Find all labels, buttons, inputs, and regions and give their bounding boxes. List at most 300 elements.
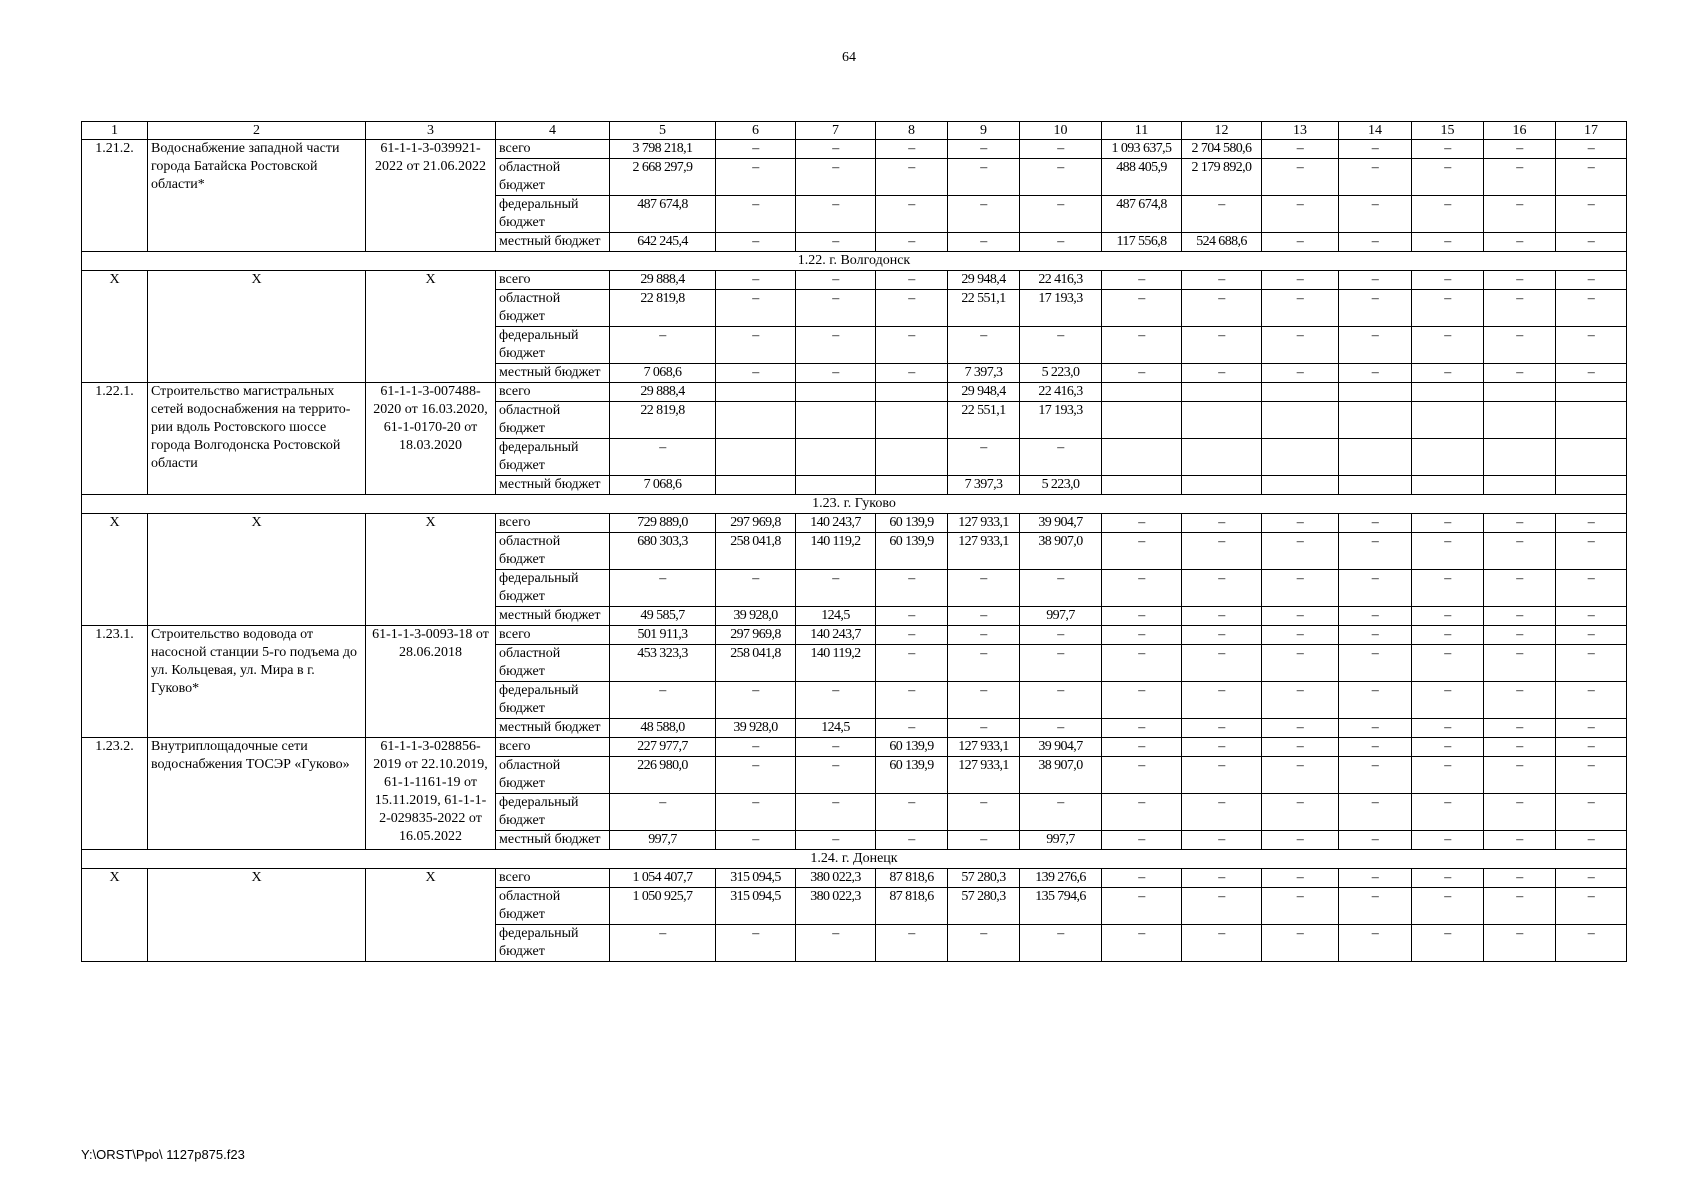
value-cell: – — [1102, 719, 1182, 738]
value-cell: – — [796, 925, 876, 962]
value-cell: – — [948, 925, 1020, 962]
value-cell — [876, 439, 948, 476]
funding-source-label: всего — [496, 738, 610, 757]
value-cell: 297 969,8 — [716, 514, 796, 533]
funding-source-label: областной бюджет — [496, 533, 610, 570]
value-cell: – — [1556, 290, 1627, 327]
value-cell — [796, 402, 876, 439]
value-cell: – — [948, 607, 1020, 626]
funding-source-label: областной бюджет — [496, 402, 610, 439]
value-cell: – — [1556, 925, 1627, 962]
value-cell: – — [948, 439, 1020, 476]
column-header: 14 — [1339, 122, 1412, 140]
value-cell: – — [1484, 831, 1556, 850]
value-cell: – — [1102, 869, 1182, 888]
value-cell: – — [1412, 196, 1484, 233]
value-cell: – — [1339, 140, 1412, 159]
value-cell: 7 397,3 — [948, 476, 1020, 495]
value-cell — [1262, 439, 1339, 476]
value-cell: – — [1020, 925, 1102, 962]
item-name: Х — [148, 869, 366, 962]
value-cell: – — [1262, 570, 1339, 607]
value-cell: 139 276,6 — [1020, 869, 1102, 888]
value-cell: – — [1182, 757, 1262, 794]
value-cell: – — [1484, 233, 1556, 252]
item-number: 1.23.2. — [82, 738, 148, 850]
value-cell: – — [1020, 159, 1102, 196]
value-cell: – — [948, 570, 1020, 607]
column-header: 16 — [1484, 122, 1556, 140]
value-cell: – — [948, 140, 1020, 159]
section-title: 1.24. г. Донецк — [82, 850, 1627, 869]
table-row — [82, 738, 1627, 757]
value-cell: – — [716, 738, 796, 757]
value-cell — [1102, 402, 1182, 439]
value-cell: – — [1339, 514, 1412, 533]
value-cell: – — [876, 140, 948, 159]
column-header: 6 — [716, 122, 796, 140]
value-cell: – — [1020, 719, 1102, 738]
value-cell: – — [1556, 233, 1627, 252]
value-cell: – — [1556, 533, 1627, 570]
value-cell: – — [1262, 159, 1339, 196]
value-cell: 315 094,5 — [716, 888, 796, 925]
value-cell — [1556, 439, 1627, 476]
value-cell: – — [1412, 738, 1484, 757]
value-cell: – — [1102, 626, 1182, 645]
value-cell: – — [1262, 533, 1339, 570]
value-cell: 39 928,0 — [716, 719, 796, 738]
funding-source-label: федеральный бюджет — [496, 327, 610, 364]
value-cell — [1339, 439, 1412, 476]
value-cell — [1262, 476, 1339, 495]
value-cell: 1 054 407,7 — [610, 869, 716, 888]
value-cell: – — [1182, 364, 1262, 383]
header-row — [82, 122, 1627, 140]
value-cell: – — [876, 719, 948, 738]
value-cell: – — [1262, 290, 1339, 327]
value-cell — [716, 439, 796, 476]
value-cell: – — [1102, 888, 1182, 925]
value-cell: 642 245,4 — [610, 233, 716, 252]
value-cell: – — [1556, 570, 1627, 607]
value-cell: – — [1262, 514, 1339, 533]
value-cell: 39 904,7 — [1020, 738, 1102, 757]
funding-source-label: всего — [496, 626, 610, 645]
value-cell: – — [1262, 869, 1339, 888]
value-cell — [1412, 439, 1484, 476]
value-cell: 60 139,9 — [876, 757, 948, 794]
value-cell: – — [1102, 682, 1182, 719]
value-cell: – — [1339, 738, 1412, 757]
value-cell: – — [1412, 925, 1484, 962]
value-cell — [1262, 383, 1339, 402]
value-cell — [876, 402, 948, 439]
value-cell: – — [948, 626, 1020, 645]
funding-source-label: всего — [496, 271, 610, 290]
registration-number: Х — [366, 271, 496, 383]
value-cell: – — [1182, 607, 1262, 626]
value-cell: – — [876, 607, 948, 626]
value-cell: – — [716, 233, 796, 252]
value-cell: – — [1484, 570, 1556, 607]
column-header: 4 — [496, 122, 610, 140]
column-header: 15 — [1412, 122, 1484, 140]
value-cell: – — [796, 196, 876, 233]
value-cell: 17 193,3 — [1020, 402, 1102, 439]
section-row — [82, 850, 1627, 869]
registration-number: Х — [366, 514, 496, 626]
value-cell: – — [610, 682, 716, 719]
value-cell: – — [1262, 888, 1339, 925]
value-cell: – — [716, 271, 796, 290]
value-cell: – — [1102, 925, 1182, 962]
value-cell: – — [1484, 626, 1556, 645]
value-cell: – — [1262, 327, 1339, 364]
value-cell: – — [1339, 271, 1412, 290]
value-cell: 57 280,3 — [948, 888, 1020, 925]
value-cell: – — [1556, 794, 1627, 831]
value-cell: – — [1412, 719, 1484, 738]
value-cell: – — [948, 196, 1020, 233]
value-cell: – — [1339, 159, 1412, 196]
value-cell — [1412, 383, 1484, 402]
value-cell: 124,5 — [796, 607, 876, 626]
value-cell: – — [876, 364, 948, 383]
value-cell: – — [716, 831, 796, 850]
value-cell: – — [948, 682, 1020, 719]
item-number: Х — [82, 514, 148, 626]
value-cell — [1484, 439, 1556, 476]
file-path-footer: Y:\ORST\Ppo\ 1127p875.f23 — [81, 1147, 245, 1162]
value-cell: – — [1339, 757, 1412, 794]
value-cell: – — [1102, 738, 1182, 757]
value-cell: – — [1556, 327, 1627, 364]
value-cell: – — [1339, 626, 1412, 645]
value-cell: – — [716, 925, 796, 962]
value-cell: – — [876, 925, 948, 962]
value-cell: – — [1484, 888, 1556, 925]
value-cell: – — [876, 290, 948, 327]
value-cell: – — [796, 290, 876, 327]
section-row — [82, 495, 1627, 514]
value-cell: 3 798 218,1 — [610, 140, 716, 159]
value-cell: – — [948, 831, 1020, 850]
value-cell: – — [1182, 645, 1262, 682]
value-cell: 22 819,8 — [610, 402, 716, 439]
value-cell: – — [1020, 233, 1102, 252]
registration-number: Х — [366, 869, 496, 962]
value-cell: – — [1339, 196, 1412, 233]
value-cell: – — [796, 794, 876, 831]
value-cell: – — [1484, 271, 1556, 290]
value-cell: – — [1182, 196, 1262, 233]
value-cell: – — [1339, 682, 1412, 719]
value-cell: – — [796, 682, 876, 719]
column-header: 1 — [82, 122, 148, 140]
value-cell: 227 977,7 — [610, 738, 716, 757]
value-cell: – — [1339, 290, 1412, 327]
value-cell: – — [1262, 925, 1339, 962]
value-cell: – — [876, 794, 948, 831]
value-cell: – — [1182, 271, 1262, 290]
value-cell: 453 323,3 — [610, 645, 716, 682]
value-cell: 487 674,8 — [610, 196, 716, 233]
value-cell: – — [1020, 794, 1102, 831]
value-cell: – — [1020, 570, 1102, 607]
value-cell: – — [1484, 869, 1556, 888]
value-cell: – — [1262, 719, 1339, 738]
item-name: Х — [148, 514, 366, 626]
value-cell: – — [1182, 533, 1262, 570]
value-cell: – — [1020, 196, 1102, 233]
value-cell — [876, 383, 948, 402]
value-cell: – — [1484, 794, 1556, 831]
value-cell — [1339, 383, 1412, 402]
value-cell: – — [1262, 757, 1339, 794]
value-cell: – — [1339, 233, 1412, 252]
value-cell: – — [876, 831, 948, 850]
column-header: 17 — [1556, 122, 1627, 140]
value-cell: 140 243,7 — [796, 514, 876, 533]
value-cell: 7 068,6 — [610, 364, 716, 383]
page-number: 64 — [842, 50, 856, 65]
value-cell: – — [1339, 925, 1412, 962]
section-row — [82, 252, 1627, 271]
value-cell — [1412, 402, 1484, 439]
value-cell — [1102, 439, 1182, 476]
value-cell: – — [796, 233, 876, 252]
value-cell: 127 933,1 — [948, 533, 1020, 570]
value-cell: – — [1484, 607, 1556, 626]
item-number: 1.22.1. — [82, 383, 148, 495]
value-cell: – — [1182, 719, 1262, 738]
value-cell: 1 050 925,7 — [610, 888, 716, 925]
value-cell: 140 119,2 — [796, 645, 876, 682]
value-cell: – — [1020, 439, 1102, 476]
value-cell: 22 551,1 — [948, 290, 1020, 327]
value-cell: 22 416,3 — [1020, 383, 1102, 402]
value-cell: – — [1339, 719, 1412, 738]
value-cell: – — [1020, 327, 1102, 364]
value-cell: – — [1484, 757, 1556, 794]
funding-source-label: федеральный бюджет — [496, 196, 610, 233]
value-cell: 297 969,8 — [716, 626, 796, 645]
value-cell: 124,5 — [796, 719, 876, 738]
value-cell: – — [1102, 794, 1182, 831]
value-cell: – — [1102, 570, 1182, 607]
value-cell — [1339, 476, 1412, 495]
value-cell: – — [1412, 159, 1484, 196]
value-cell: – — [1412, 514, 1484, 533]
value-cell: – — [1182, 925, 1262, 962]
value-cell: – — [876, 327, 948, 364]
table-row — [82, 626, 1627, 645]
value-cell: – — [1484, 159, 1556, 196]
value-cell: – — [1262, 233, 1339, 252]
value-cell: 22 551,1 — [948, 402, 1020, 439]
value-cell: – — [610, 327, 716, 364]
value-cell — [796, 439, 876, 476]
funding-source-label: местный бюджет — [496, 831, 610, 850]
registration-number: 61-1-1-3-028856-2019 от 22.10.2019, 61-1-1161-19 от 15.11.2019, 61-1-1-2-029835-2022 от 16.05.2022 — [366, 738, 496, 850]
value-cell — [1182, 439, 1262, 476]
value-cell: – — [1412, 607, 1484, 626]
value-cell: 997,7 — [1020, 607, 1102, 626]
value-cell: – — [1262, 682, 1339, 719]
value-cell: 60 139,9 — [876, 514, 948, 533]
value-cell: 29 948,4 — [948, 383, 1020, 402]
value-cell: – — [1412, 290, 1484, 327]
value-cell: – — [1484, 364, 1556, 383]
value-cell: – — [1556, 888, 1627, 925]
value-cell: 38 907,0 — [1020, 757, 1102, 794]
value-cell: – — [1556, 140, 1627, 159]
value-cell: 140 119,2 — [796, 533, 876, 570]
value-cell: 38 907,0 — [1020, 533, 1102, 570]
value-cell: – — [716, 757, 796, 794]
registration-number: 61-1-1-3-007488-2020 от 16.03.2020, 61-1-0170-20 от 18.03.2020 — [366, 383, 496, 495]
value-cell: – — [1556, 869, 1627, 888]
section-title: 1.22. г. Волгодонск — [82, 252, 1627, 271]
funding-source-label: областной бюджет — [496, 290, 610, 327]
value-cell: 2 179 892,0 — [1182, 159, 1262, 196]
value-cell: – — [1484, 327, 1556, 364]
table-row — [82, 869, 1627, 888]
value-cell: – — [1262, 831, 1339, 850]
funding-source-label: всего — [496, 869, 610, 888]
item-number: 1.21.2. — [82, 140, 148, 252]
value-cell: – — [876, 626, 948, 645]
value-cell — [1556, 402, 1627, 439]
value-cell: 57 280,3 — [948, 869, 1020, 888]
funding-source-label: федеральный бюджет — [496, 682, 610, 719]
value-cell: 729 889,0 — [610, 514, 716, 533]
value-cell: – — [1102, 533, 1182, 570]
value-cell: 127 933,1 — [948, 757, 1020, 794]
value-cell: – — [1412, 570, 1484, 607]
column-header: 2 — [148, 122, 366, 140]
value-cell: – — [1556, 514, 1627, 533]
value-cell — [1182, 402, 1262, 439]
value-cell: – — [876, 196, 948, 233]
value-cell: 7 397,3 — [948, 364, 1020, 383]
value-cell: 39 928,0 — [716, 607, 796, 626]
value-cell: – — [796, 159, 876, 196]
funding-source-label: местный бюджет — [496, 233, 610, 252]
registration-number: 61-1-1-3-039921-2022 от 21.06.2022 — [366, 140, 496, 252]
section-title: 1.23. г. Гуково — [82, 495, 1627, 514]
value-cell: – — [1102, 607, 1182, 626]
value-cell: – — [948, 159, 1020, 196]
column-header: 5 — [610, 122, 716, 140]
value-cell: – — [716, 327, 796, 364]
value-cell: – — [1412, 233, 1484, 252]
column-header: 12 — [1182, 122, 1262, 140]
value-cell — [716, 402, 796, 439]
value-cell: 48 588,0 — [610, 719, 716, 738]
value-cell: – — [1262, 607, 1339, 626]
funding-source-label: местный бюджет — [496, 476, 610, 495]
value-cell: – — [1262, 626, 1339, 645]
value-cell: 60 139,9 — [876, 533, 948, 570]
column-header: 9 — [948, 122, 1020, 140]
value-cell: – — [716, 682, 796, 719]
value-cell: – — [1484, 196, 1556, 233]
value-cell: – — [1020, 645, 1102, 682]
value-cell: – — [1102, 327, 1182, 364]
column-header: 8 — [876, 122, 948, 140]
value-cell: 2 668 297,9 — [610, 159, 716, 196]
value-cell: – — [1182, 794, 1262, 831]
value-cell: 2 704 580,6 — [1182, 140, 1262, 159]
value-cell: – — [716, 196, 796, 233]
value-cell: – — [796, 831, 876, 850]
value-cell: 22 819,8 — [610, 290, 716, 327]
value-cell: – — [1412, 626, 1484, 645]
value-cell — [716, 383, 796, 402]
value-cell: – — [1102, 364, 1182, 383]
funding-source-label: местный бюджет — [496, 364, 610, 383]
value-cell: – — [1484, 514, 1556, 533]
value-cell: 501 911,3 — [610, 626, 716, 645]
value-cell: – — [1339, 888, 1412, 925]
funding-source-label: областной бюджет — [496, 645, 610, 682]
value-cell: – — [610, 570, 716, 607]
value-cell: – — [876, 159, 948, 196]
funding-source-label: местный бюджет — [496, 719, 610, 738]
table-row — [82, 383, 1627, 402]
value-cell — [1556, 383, 1627, 402]
item-name: Строительство водовода от насосной станции 5-го подъема до ул. Кольцевая, ул. Мира в г. Гуково* — [148, 626, 366, 738]
funding-source-label: местный бюджет — [496, 607, 610, 626]
value-cell: – — [1262, 140, 1339, 159]
value-cell: 226 980,0 — [610, 757, 716, 794]
table-body — [82, 122, 1627, 962]
value-cell: – — [948, 794, 1020, 831]
value-cell: – — [948, 233, 1020, 252]
value-cell: 997,7 — [610, 831, 716, 850]
value-cell: 29 888,4 — [610, 383, 716, 402]
value-cell: 258 041,8 — [716, 645, 796, 682]
value-cell: – — [1556, 682, 1627, 719]
value-cell: – — [796, 757, 876, 794]
value-cell: – — [796, 570, 876, 607]
value-cell: – — [796, 140, 876, 159]
value-cell — [876, 476, 948, 495]
value-cell: 39 904,7 — [1020, 514, 1102, 533]
value-cell: – — [1262, 738, 1339, 757]
funding-source-label: федеральный бюджет — [496, 439, 610, 476]
value-cell: – — [796, 738, 876, 757]
value-cell — [716, 476, 796, 495]
value-cell: 29 948,4 — [948, 271, 1020, 290]
value-cell: – — [1484, 682, 1556, 719]
value-cell: – — [876, 271, 948, 290]
value-cell: – — [876, 233, 948, 252]
value-cell: 997,7 — [1020, 831, 1102, 850]
value-cell: – — [1182, 738, 1262, 757]
value-cell: – — [1339, 533, 1412, 570]
column-header: 3 — [366, 122, 496, 140]
value-cell: – — [1339, 794, 1412, 831]
value-cell — [1484, 383, 1556, 402]
funding-source-label: областной бюджет — [496, 757, 610, 794]
value-cell: – — [1484, 738, 1556, 757]
value-cell: – — [1339, 364, 1412, 383]
value-cell: – — [1412, 140, 1484, 159]
value-cell: – — [1412, 682, 1484, 719]
